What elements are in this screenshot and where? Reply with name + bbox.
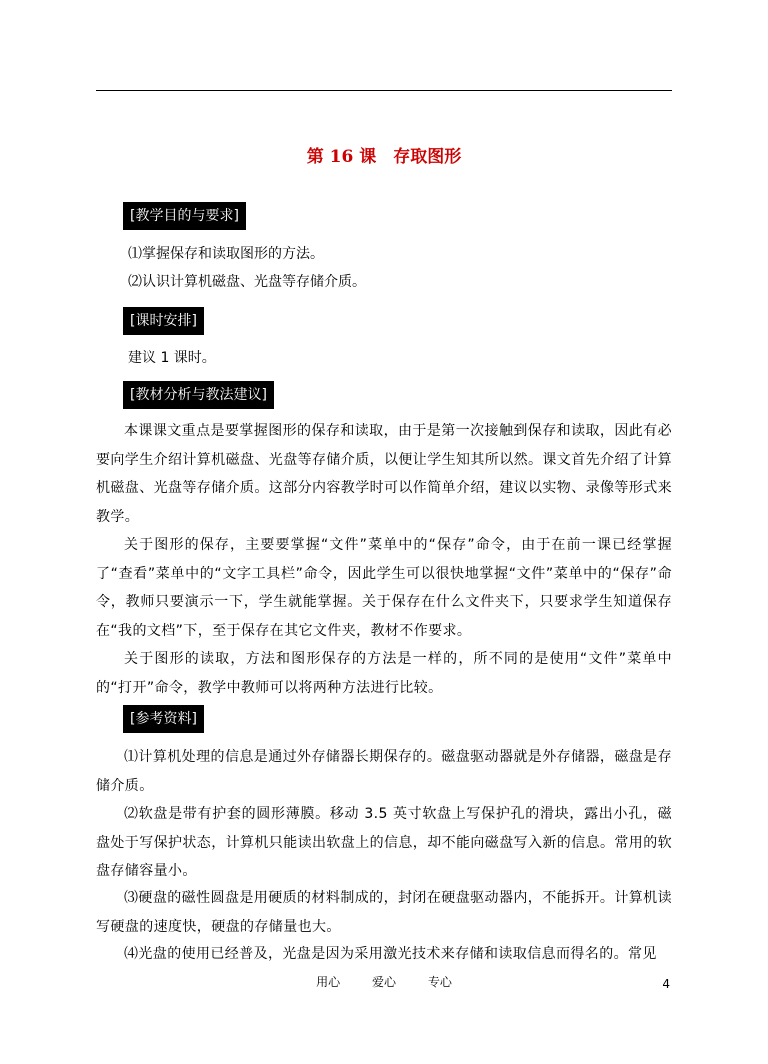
footer-motto-word: 用心 — [316, 975, 341, 989]
header-rule — [96, 90, 672, 91]
lesson-title: 第 16 课 存取图形 — [306, 147, 462, 167]
reference-paragraph-3: ⑶硬盘的磁性圆盘是用硬质的材料制成的，封闭在硬盘驱动器内，不能拆开。计算机读写硬盘的速度快，硬盘的存储量也大。 — [96, 890, 672, 935]
analysis-paragraph-2: 关于图形的保存，主要要掌握“文件”菜单中的“保存”命令，由于在前一课已经掌握了“查看”菜单中的“文字工具栏”命令，因此学生可以很快地掌握“文件”菜单中的“保存”命令，教师只要演示一下，学生就能掌握。关于保存在什么文件夹下，只要求学生知道保存在“我的文档”下，至于保存在其它文件夹，教材不作要求。 — [96, 537, 672, 639]
analysis-paragraph-1: 本课课文重点是要掌握图形的保存和读取，由于是第一次接触到保存和读取，因此有必要向学生介绍计算机磁盘、光盘等存储介质，以便让学生知其所以然。课文首先介绍了计算机磁盘、光盘等存储介质。这部分内容教学时可以作简单介绍，建议以实物、录像等形式来教学。 — [96, 423, 672, 525]
reference-paragraph-2: ⑵软盘是带有护套的圆形薄膜。移动 3.5 英寸软盘上写保护孔的滑块，露出小孔，磁盘处于写保护状态，计算机只能读出软盘上的信息，却不能向磁盘写入新的信息。常用的软盘存储容量小。 — [96, 806, 672, 879]
objective-item-1: ⑴掌握保存和读取图形的方法。 — [128, 246, 324, 262]
section-heading-analysis: [教材分析与教法建议] — [123, 381, 274, 409]
objective-item-2: ⑵认识计算机磁盘、光盘等存储介质。 — [128, 274, 366, 290]
reference-paragraph-1: ⑴计算机处理的信息是通过外存储器长期保存的。磁盘驱动器就是外存储器，磁盘是存储介质。 — [96, 749, 672, 794]
analysis-paragraph-3: 关于图形的读取，方法和图形保存的方法是一样的，所不同的是使用“文件”菜单中的“打开”命令，教学中教师可以将两种方法进行比较。 — [96, 651, 672, 696]
section-heading-schedule: [课时安排] — [123, 307, 204, 335]
reference-paragraph-4: ⑷光盘的使用已经普及，光盘是因为采用激光技术来存储和读取信息而得名的。常见 — [124, 946, 657, 962]
section-heading-objectives: [教学目的与要求] — [123, 202, 246, 230]
section-heading-references: [参考资料] — [123, 705, 204, 733]
schedule-text: 建议 1 课时。 — [128, 350, 216, 366]
footer-motto-word: 爱心 — [371, 975, 396, 989]
footer-motto-word: 专心 — [427, 975, 452, 989]
page-number: 4 — [662, 977, 670, 991]
